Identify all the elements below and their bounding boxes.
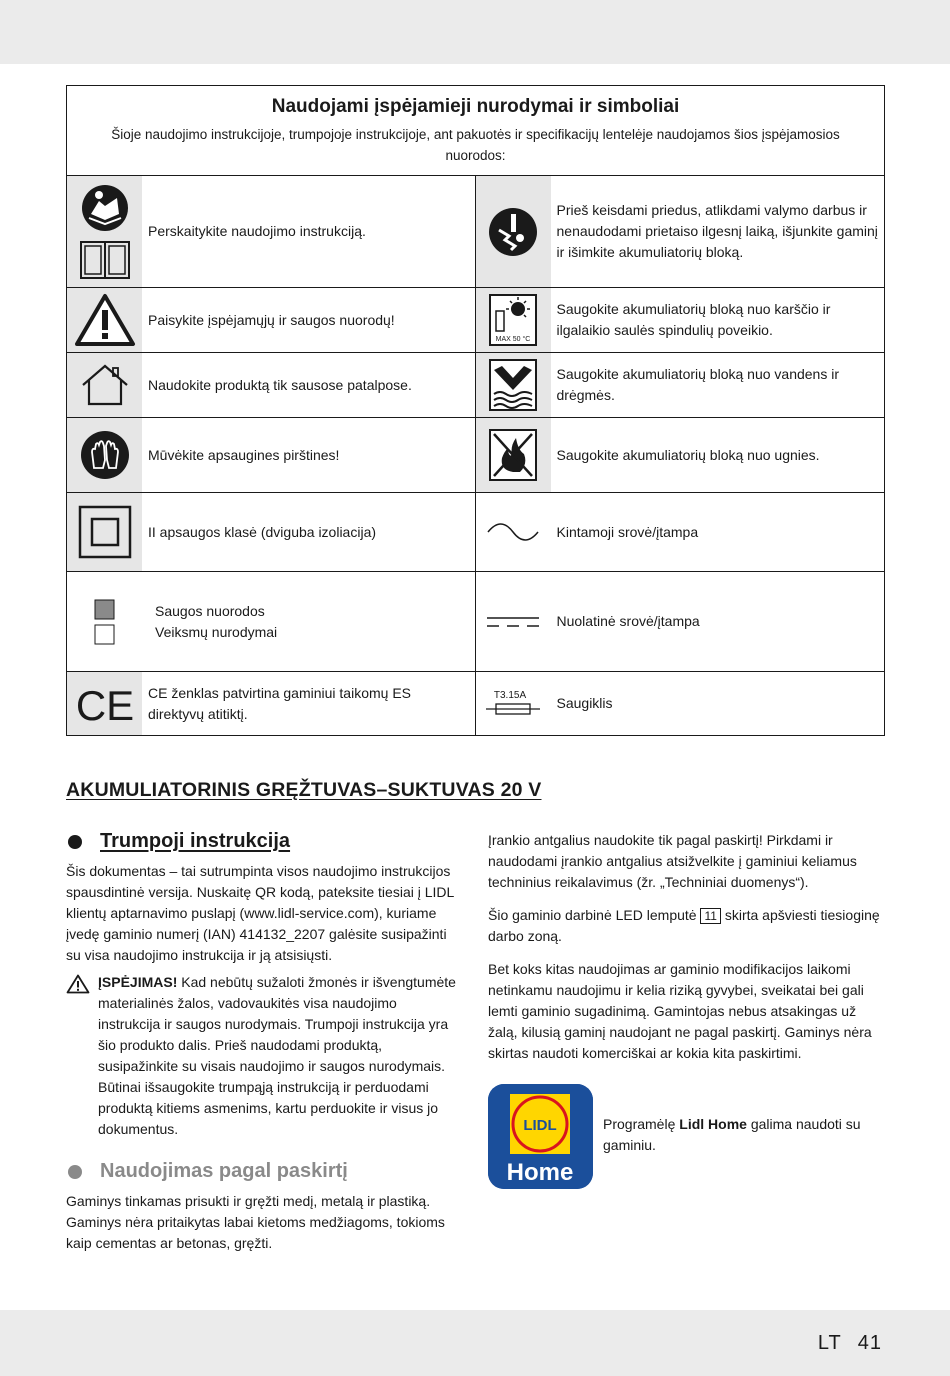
symbol-row (67, 572, 884, 672)
intended-use-text: Gaminys tinkamas prisukti ir gręžti medį, metalą ir plastiką. Gaminys nėra pritaikytas labai kietoms medžiagoms, tokioms kaip cementas ar betonas, gręžti. (66, 1193, 445, 1251)
ac-wave-icon (476, 493, 551, 571)
page-lang: LT (817, 1332, 842, 1354)
app-brand-label: LIDL (523, 1117, 557, 1134)
read-manual-icon (67, 176, 142, 287)
part-number-badge: 11 (700, 908, 720, 924)
symbol-row (67, 353, 884, 418)
bullet-icon (68, 835, 82, 849)
fuse-label: T3.15A (493, 689, 527, 701)
house-icon (67, 353, 142, 417)
unplug-icon (476, 176, 551, 287)
app-promo (488, 1084, 884, 1189)
symbol-text: Kintamoji srovė/įtampa (556, 523, 699, 540)
sun-label: MAX 50 °C (495, 336, 531, 343)
short-instr-heading (66, 830, 462, 853)
square-legend-icon (67, 572, 142, 671)
sun-heat-icon (476, 288, 551, 352)
right-column (488, 830, 884, 1189)
symbol-text: Prieš keisdami priedus, atlikdami valymo darbus ir nenaudodami prietaiso ilgesnį laiką, išjunkite gaminį ir išimkite akumuliatorių bloką. (556, 202, 878, 260)
warning-body: Kad nebūtų sužaloti žmonės ir išvengtumėte materialinės žalos, vadovaukitės visa naudojimo instrukcija ir saugos nurodymais. Trumpoji instrukcija yra šio produkto dalis. Prieš naudodami produktą, susipažinkite su visais naudojimo ir saugos nurodymais. Būtinai išsaugokite trumpąją instrukciją ir perduodami produktą kitiems asmenims, kartu perduokite ir visus jo dokumentus. (98, 974, 456, 1137)
warning-label: ĮSPĖJIMAS! (98, 974, 178, 990)
app-text-c: galima naudoti su gaminiu. (603, 1116, 861, 1153)
lidl-home-app-icon[interactable] (488, 1084, 593, 1189)
symbol-row (67, 672, 884, 735)
app-text (593, 1084, 884, 1156)
symbol-row (67, 418, 884, 493)
symbol-text: Saugiklis (556, 695, 613, 711)
symbol-row (67, 176, 884, 288)
gloves-icon (67, 418, 142, 492)
symbol-text: Saugokite akumuliatorių bloką nuo ugnies. (556, 446, 820, 463)
accessories-text: Įrankio antgalius naudokite tik pagal paskirtį! Pirkdami ir naudodami įrankio antgalius atsižvelkite į gaminiui keliamus techninius reikalavimus (žr. „Techniniai duomenys“). (488, 832, 857, 890)
bullet-icon (68, 1165, 82, 1179)
symbol-text: Saugokite akumuliatorių bloką nuo vandens ir drėgmės. (556, 366, 840, 403)
symbol-text: Mūvėkite apsaugines pirštines! (148, 446, 340, 463)
symbols-header (67, 86, 884, 176)
symbols-intro: Šioje naudojimo instrukcijoje, trumpojoje instrukcijoje, ant pakuotės ir specifikacijų lentelėje naudojamos šios įspėjamosios nuorodos: (111, 127, 840, 163)
symbols-title: Naudojami įspėjamieji nurodymai ir simboliai (271, 96, 680, 117)
symbol-row (67, 493, 884, 572)
page-number: 41 (857, 1332, 882, 1354)
action-legend-text: Veiksmų nurodymai (155, 623, 278, 640)
app-home-label: Home (506, 1159, 574, 1186)
symbol-text: Nuolatinė srovė/įtampa (556, 613, 700, 629)
symbol-text: CE ženklas patvirtina gaminiui taikomų ES direktyvų atitiktį. (148, 684, 412, 722)
warning-block (66, 972, 462, 1140)
warning-text (98, 972, 462, 1140)
left-column (66, 830, 462, 1254)
led-text (488, 905, 884, 947)
bottom-band (0, 1310, 950, 1376)
symbol-text: Naudokite produktą tik sausose patalpose. (148, 376, 412, 393)
symbols-table (66, 85, 885, 736)
top-band (0, 0, 950, 64)
symbol-text: II apsaugos klasė (dviguba izoliacija) (148, 523, 377, 540)
class-ii-icon (67, 493, 142, 571)
ce-mark-icon (67, 672, 142, 735)
short-instr-title: Trumpoji instrukcija (100, 830, 291, 852)
warning-triangle-icon (66, 972, 98, 1140)
app-text-a: Programėlę (603, 1116, 680, 1132)
warning-triangle-icon (67, 288, 142, 352)
led-text-b: skirta apšviesti tiesioginę darbo zoną. (488, 907, 880, 944)
short-instr-text: Šis dokumentas – tai sutrumpinta visos naudojimo instrukcijos spausdintinė versija. Nuskaitę QR kodą, pateksite tiesiai į LIDL klientų aptarnavimo puslapį (www.lidl-service.com), kuriame įvedę gaminio numerį (IAN) 414132_2207 galėsite susipažinti su visa naudojimo instrukcija ir ją atsisiųsti. (66, 863, 454, 963)
symbol-text: Paisykite įspėjamųjų ir saugos nuorodų! (148, 311, 395, 328)
led-text-a: Šio gaminio darbinė LED lemputė (488, 907, 701, 923)
intended-use-heading (66, 1160, 462, 1183)
symbol-row (67, 288, 884, 353)
fire-protect-icon (476, 418, 551, 492)
product-title: AKUMULIATORINIS GRĘŽTUVAS–SUKTUVAS 20 V (66, 779, 542, 801)
intended-use-title: Naudojimas pagal paskirtį (100, 1160, 348, 1182)
misuse-text: Bet koks kitas naudojimas ar gaminio modifikacijos laikomi netinkamu naudojimu ir kelia riziką gyvybei, sveikatai bei gali lemti gaminio sugadinimą. Gamintojas nebus atsakingas už žalą, kilusią gaminį naudojant ne pagal paskirtį. Gaminys nėra skirtas naudoti komerciškai ar kokia kita paskirtimi. (488, 961, 872, 1061)
water-protect-icon (476, 353, 551, 417)
app-name: Lidl Home (679, 1116, 747, 1132)
dc-icon (476, 572, 551, 671)
fuse-icon (476, 672, 551, 735)
symbol-text: Saugokite akumuliatorių bloką nuo karščio ir ilgalaikio saulės spindulių poveikio. (556, 301, 831, 338)
safety-legend-text: Saugos nuorodos (155, 602, 265, 619)
symbol-text: Perskaitykite naudojimo instrukciją. (148, 223, 366, 239)
ce-label: CE (75, 681, 134, 729)
page-footer (818, 1332, 882, 1355)
